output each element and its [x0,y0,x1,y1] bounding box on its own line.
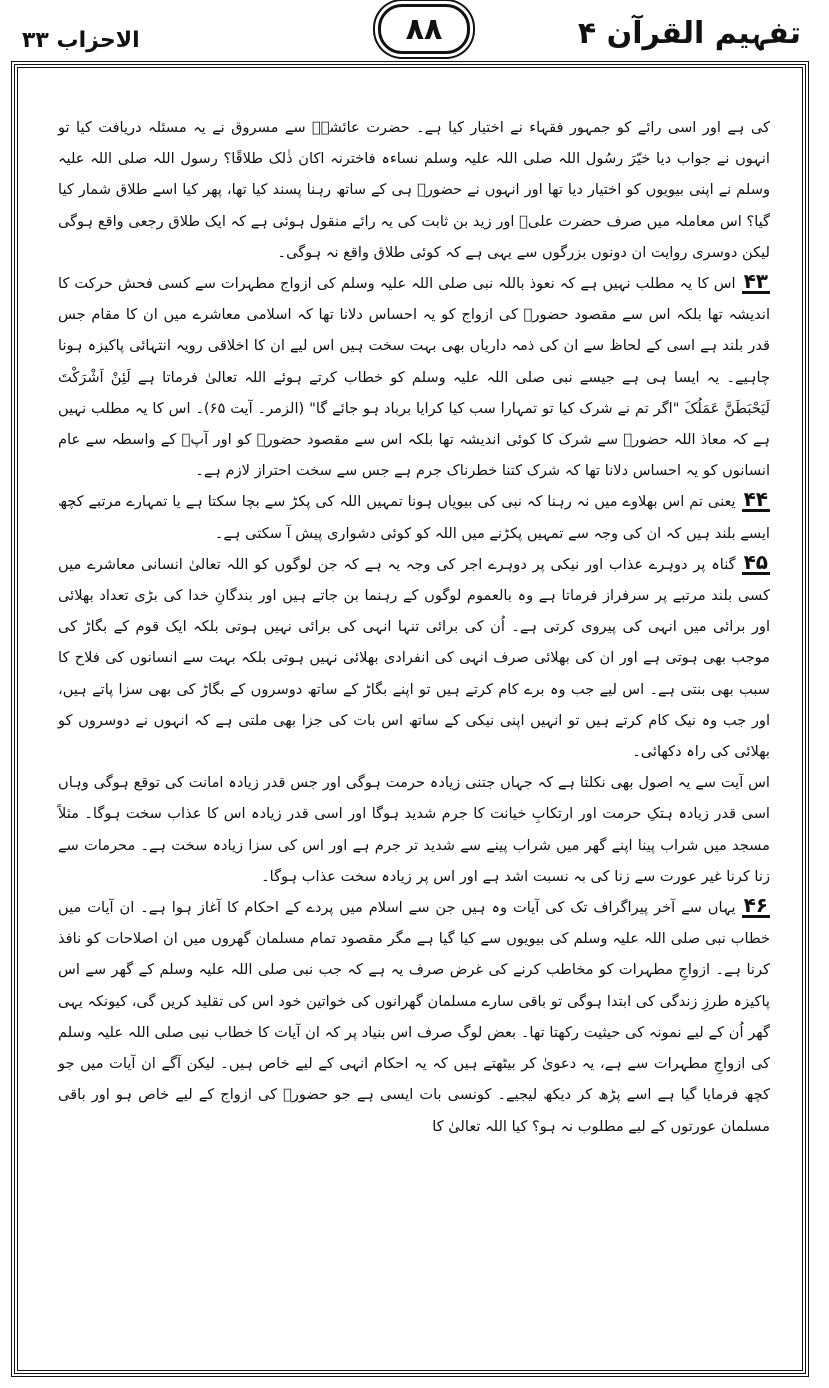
footnote-45 [58,549,770,767]
page-number: ۸۸ [405,11,443,47]
footnote-text: یہاں سے آخر پیراگراف تک کی آیات وہ ہیں جن سے اسلام میں پردے کے احکام کا آغاز ہوا ہے۔ ان آیات میں خطاب نبی صلی اللہ علیہ وسلم کی بیویوں سے کیا گیا ہے مگر مقصود تمام مسلمان گھروں میں ان اصلاحات کو نافذ کرنا ہے۔ ازواجِ مطہرات کو مخاطب کرنے کی غرض صرف یہ ہے کہ جب نبی صلی اللہ علیہ وسلم کے گھر سے اس پاکیزہ طرزِ زندگی کی ابتدا ہوگی تو باقی سارے مسلمان گھرانوں کی خواتین خود اس کی تقلید کریں گی، کیونکہ یہی گھر اُن کے لیے نمونہ کی حیثیت رکھتا تھا۔ بعض لوگ صرف اس بنیاد پر کہ ان آیات کا خطاب نبی صلی اللہ علیہ وسلم کی ازواجِ مطہرات سے ہے، یہ دعویٰ کر بیٹھتے ہیں کہ یہ احکام انہی کے لیے خاص ہیں۔ لیکن آگے ان آیات میں جو کچھ فرمایا گیا ہے اسے پڑھ کر دیکھ لیجیے۔ کونسی بات ایسی ہے جو حضورؐ کی ازواج کے لیے خاص ہو اور باقی مسلمان عورتوں کے لیے مطلوب نہ ہو؟ کیا اللہ تعالیٰ کا [58,899,770,1135]
paragraph-principle: اس آیت سے یہ اصول بھی نکلتا ہے کہ جہاں جتنی زیادہ حرمت ہوگی اور جس قدر زیادہ امانت کی توقع ہوگی وہاں اسی قدر زیادہ ہتکِ حرمت اور ارتکابِ خیانت کا جرم شدید ہوگا اور اسی قدر زیادہ اس کا عذاب سخت ہوگا۔ مثلاً مسجد میں شراب پینا اپنے گھر میں شراب پینے سے شدید تر جرم ہے اور اس کی سزا زیادہ سخت ہے۔ محرمات سے زنا کرنا غیر عورت سے زنا کی بہ نسبت اشد ہے اور اس پر زیادہ سخت عذاب ہوگا۔ [58,774,770,885]
footnote-number: ۴۳ [743,269,768,294]
page-number-badge [378,4,470,54]
footnote-text: اس کا یہ مطلب نہیں ہے کہ نعوذ باللہ نبی صلی اللہ علیہ وسلم کی ازواج مطہرات سے کسی فحش حرکت کا اندیشہ تھا بلکہ اس سے مقصود حضورؐ کی ازواج کو یہ احساس دلانا تھا کہ اسلامی معاشرے میں ان کا مقام جس قدر بلند ہے اسی کے لحاظ سے ان کی ذمہ داریاں بھی بہت سخت ہیں اس لیے ان کا اخلاقی رویہ انتہائی پاکیزہ ہونا چاہیے۔ یہ ایسا ہی ہے جیسے نبی صلی اللہ علیہ وسلم کو خطاب کرتے ہوئے اللہ تعالیٰ فرماتا ہے لَئِنْ اَشْرَکْتَ لَیَحْبَطَنَّ عَمَلُکَ "اگر تم نے شرک کیا تو تمہارا سب کیا کرایا برباد ہو جائے گا" (الزمر۔ آیت ۶۵)۔ اس کا یہ مطلب نہیں ہے کہ معاذ اللہ حضورؐ سے شرک کا کوئی اندیشہ تھا بلکہ اس سے مقصود حضورؐ کو اور آپؐ کے واسطہ سے عام انسانوں کو یہ احساس دلانا تھا کہ شرک کتنا خطرناک جرم ہے جس سے سخت احتراز لازم ہے۔ [58,275,770,480]
footnote-text: یعنی تم اس بھلاوے میں نہ رہنا کہ نبی کی بیویاں ہونا تمہیں اللہ کی پکڑ سے بچا سکتا ہے یا تمہارے مرتبے کچھ ایسے بلند ہیں کہ ان کی وجہ سے تمہیں پکڑنے میں اللہ کو کوئی دشواری پیش آ سکتی ہے۔ [58,493,770,542]
book-title: تفہیم القرآن ۴ [577,16,801,51]
footnote-43 [58,268,770,486]
footnote-46 [58,892,770,1142]
footnote-number: ۴۵ [743,549,768,574]
footnote-number: ۴۴ [743,487,768,512]
surah-label: الاحزاب ۳۳ [22,28,140,53]
page-header [0,0,829,62]
footnote-text: گناہ پر دوہرے عذاب اور نیکی پر دوہرے اجر کی وجہ یہ ہے کہ جن لوگوں کو اللہ تعالیٰ انسانی معاشرے میں کسی بلند مرتبے پر سرفراز فرماتا ہے وہ بالعموم لوگوں کے رہنما بن جاتے ہیں اور بندگانِ خدا کی بڑی تعداد بھلائی اور برائی میں انہی کی پیروی کرتی ہے۔ اُن کی برائی تنہا انہی کی برائی نہیں ہوتی بلکہ ایک قوم کے بگاڑ کی موجب بھی ہوتی ہے اور ان کی بھلائی صرف انہی کی انفرادی بھلائی نہیں ہوتی بلکہ بہت سے انسانوں کی فلاح کا سبب بھی بنتی ہے۔ اس لیے جب وہ برے کام کرتے ہیں تو اپنے بگاڑ کے ساتھ دوسروں کے بگاڑ کی بھی سزا پاتے ہیں، اور جب وہ نیک کام کرتے ہیں تو انہیں اپنی نیکی کے ساتھ اس بات کی جزا بھی ملتی ہے کہ انہوں نے دوسروں کو بھلائی کی راہ دکھائی۔ [58,555,770,761]
footnote-44 [58,486,770,548]
paragraph-intro: کی ہے اور اسی رائے کو جمہور فقہاء نے اختیار کیا ہے۔ حضرت عائشہؓ سے مسروق نے یہ مسئلہ دریافت کیا تو انہوں نے جواب دیا خیّرَ رسُول اللہ صلی اللہ علیہ وسلم نساءہ فاخترنہ اکان ذٰلک طلاقًا؟ رسول اللہ صلی اللہ علیہ وسلم نے اپنی بیویوں کو اختیار دیا تھا اور انہوں نے حضورؐ ہی کے ساتھ رہنا پسند کیا تھا، پھر کیا اسے طلاق شمار کیا گیا؟ اس معاملہ میں صرف حضرت علیؓ اور زید بن ثابت کی یہ رائے منقول ہوئی ہے کہ ایک طلاق رجعی واقع ہوگی لیکن دوسری روایت ان دونوں بزرگوں سے یہی ہے کہ کوئی طلاق واقع نہ ہوگی۔ [58,119,770,261]
commentary-body [58,112,770,1374]
footnote-number: ۴۶ [743,893,768,918]
